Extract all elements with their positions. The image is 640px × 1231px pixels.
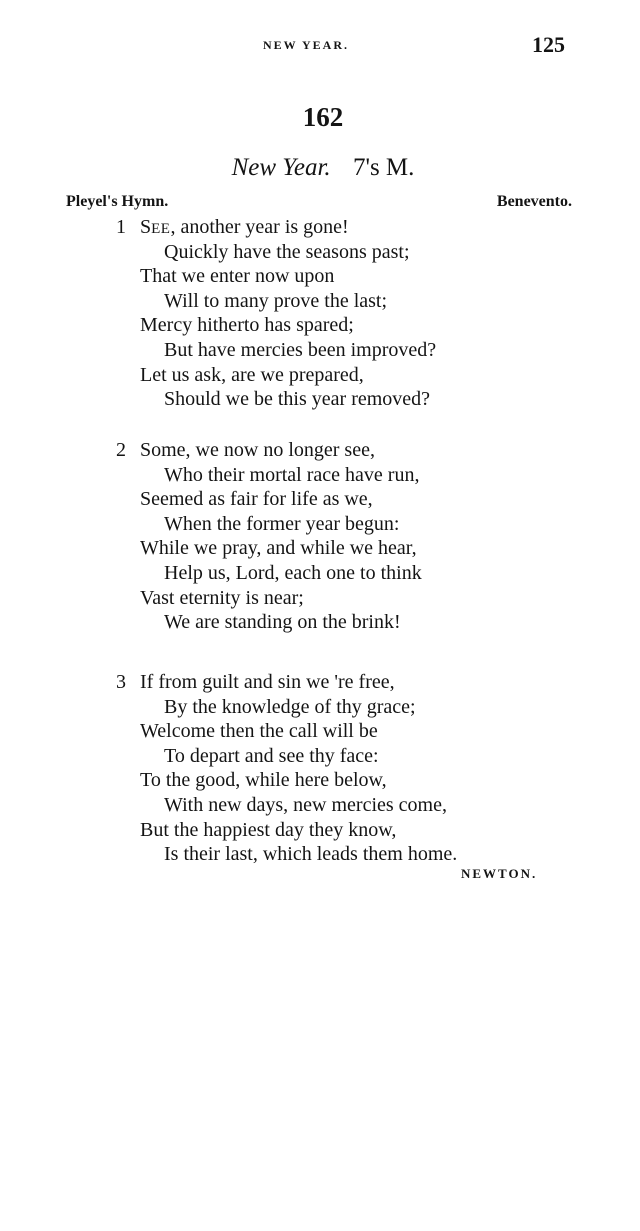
stanza-line: By the knowledge of thy grace; [164, 695, 416, 718]
running-title: NEW YEAR. [263, 38, 350, 52]
stanza-3 [116, 670, 576, 867]
tune-names [66, 193, 572, 217]
small-caps-rest: EE [151, 221, 171, 237]
stanza-line: To depart and see thy face: [164, 744, 379, 767]
hymn-meter: 7's M. [352, 154, 415, 181]
first-line-text: , another year is gone! [170, 216, 349, 238]
stanza-line [116, 438, 576, 463]
stanza-line: While we pray, and while we hear, [140, 537, 417, 560]
running-head [0, 30, 640, 60]
tune-left: Pleyel's Hymn. [66, 193, 169, 210]
first-line-text: Some, we now no longer see, [140, 439, 375, 461]
hymn-title [0, 154, 640, 182]
small-caps-initial: S [140, 216, 152, 238]
stanza-line [116, 215, 576, 240]
stanza-line: Welcome then the call will be [140, 720, 378, 743]
stanza-line: Mercy hitherto has spared; [140, 314, 354, 337]
stanza-line: Will to many prove the last; [164, 289, 388, 312]
stanza-number: 3 [116, 671, 126, 693]
stanza-1 [116, 215, 576, 412]
stanza-line: With new days, new mercies come, [164, 793, 447, 816]
stanza-line: Vast eternity is near; [140, 586, 304, 609]
stanza-line: Is their last, which leads them home. [164, 843, 458, 866]
hymn-author: NEWTON. [461, 866, 538, 881]
stanza-line: To the good, while here below, [140, 769, 387, 792]
stanza-line: We are standing on the brink! [164, 611, 401, 634]
stanza-number: 2 [116, 439, 126, 461]
hymn-number: 162 [302, 102, 344, 132]
tune-right: Benevento. [496, 193, 572, 210]
page-number: 125 [532, 32, 565, 57]
stanza-line: But the happiest day they know, [140, 818, 397, 841]
stanza-line [116, 670, 576, 695]
stanza-line: When the former year begun: [164, 512, 400, 535]
stanza-line: Let us ask, are we prepared, [140, 363, 364, 386]
first-line-text: If from guilt and sin we 're free, [140, 671, 395, 693]
stanza-2 [116, 438, 576, 635]
hymn-title-text: New Year. [231, 154, 331, 181]
stanza-line: Help us, Lord, each one to think [164, 561, 422, 584]
stanza-line: Seemed as fair for life as we, [140, 488, 373, 511]
stanza-line: Should we be this year removed? [164, 388, 431, 411]
stanza-number: 1 [116, 216, 126, 238]
stanza-line: That we enter now upon [140, 265, 335, 288]
stanza-line: But have mercies been improved? [164, 338, 437, 361]
stanza-line: Who their mortal race have run, [164, 463, 420, 486]
stanza-line: Quickly have the seasons past; [164, 240, 410, 263]
